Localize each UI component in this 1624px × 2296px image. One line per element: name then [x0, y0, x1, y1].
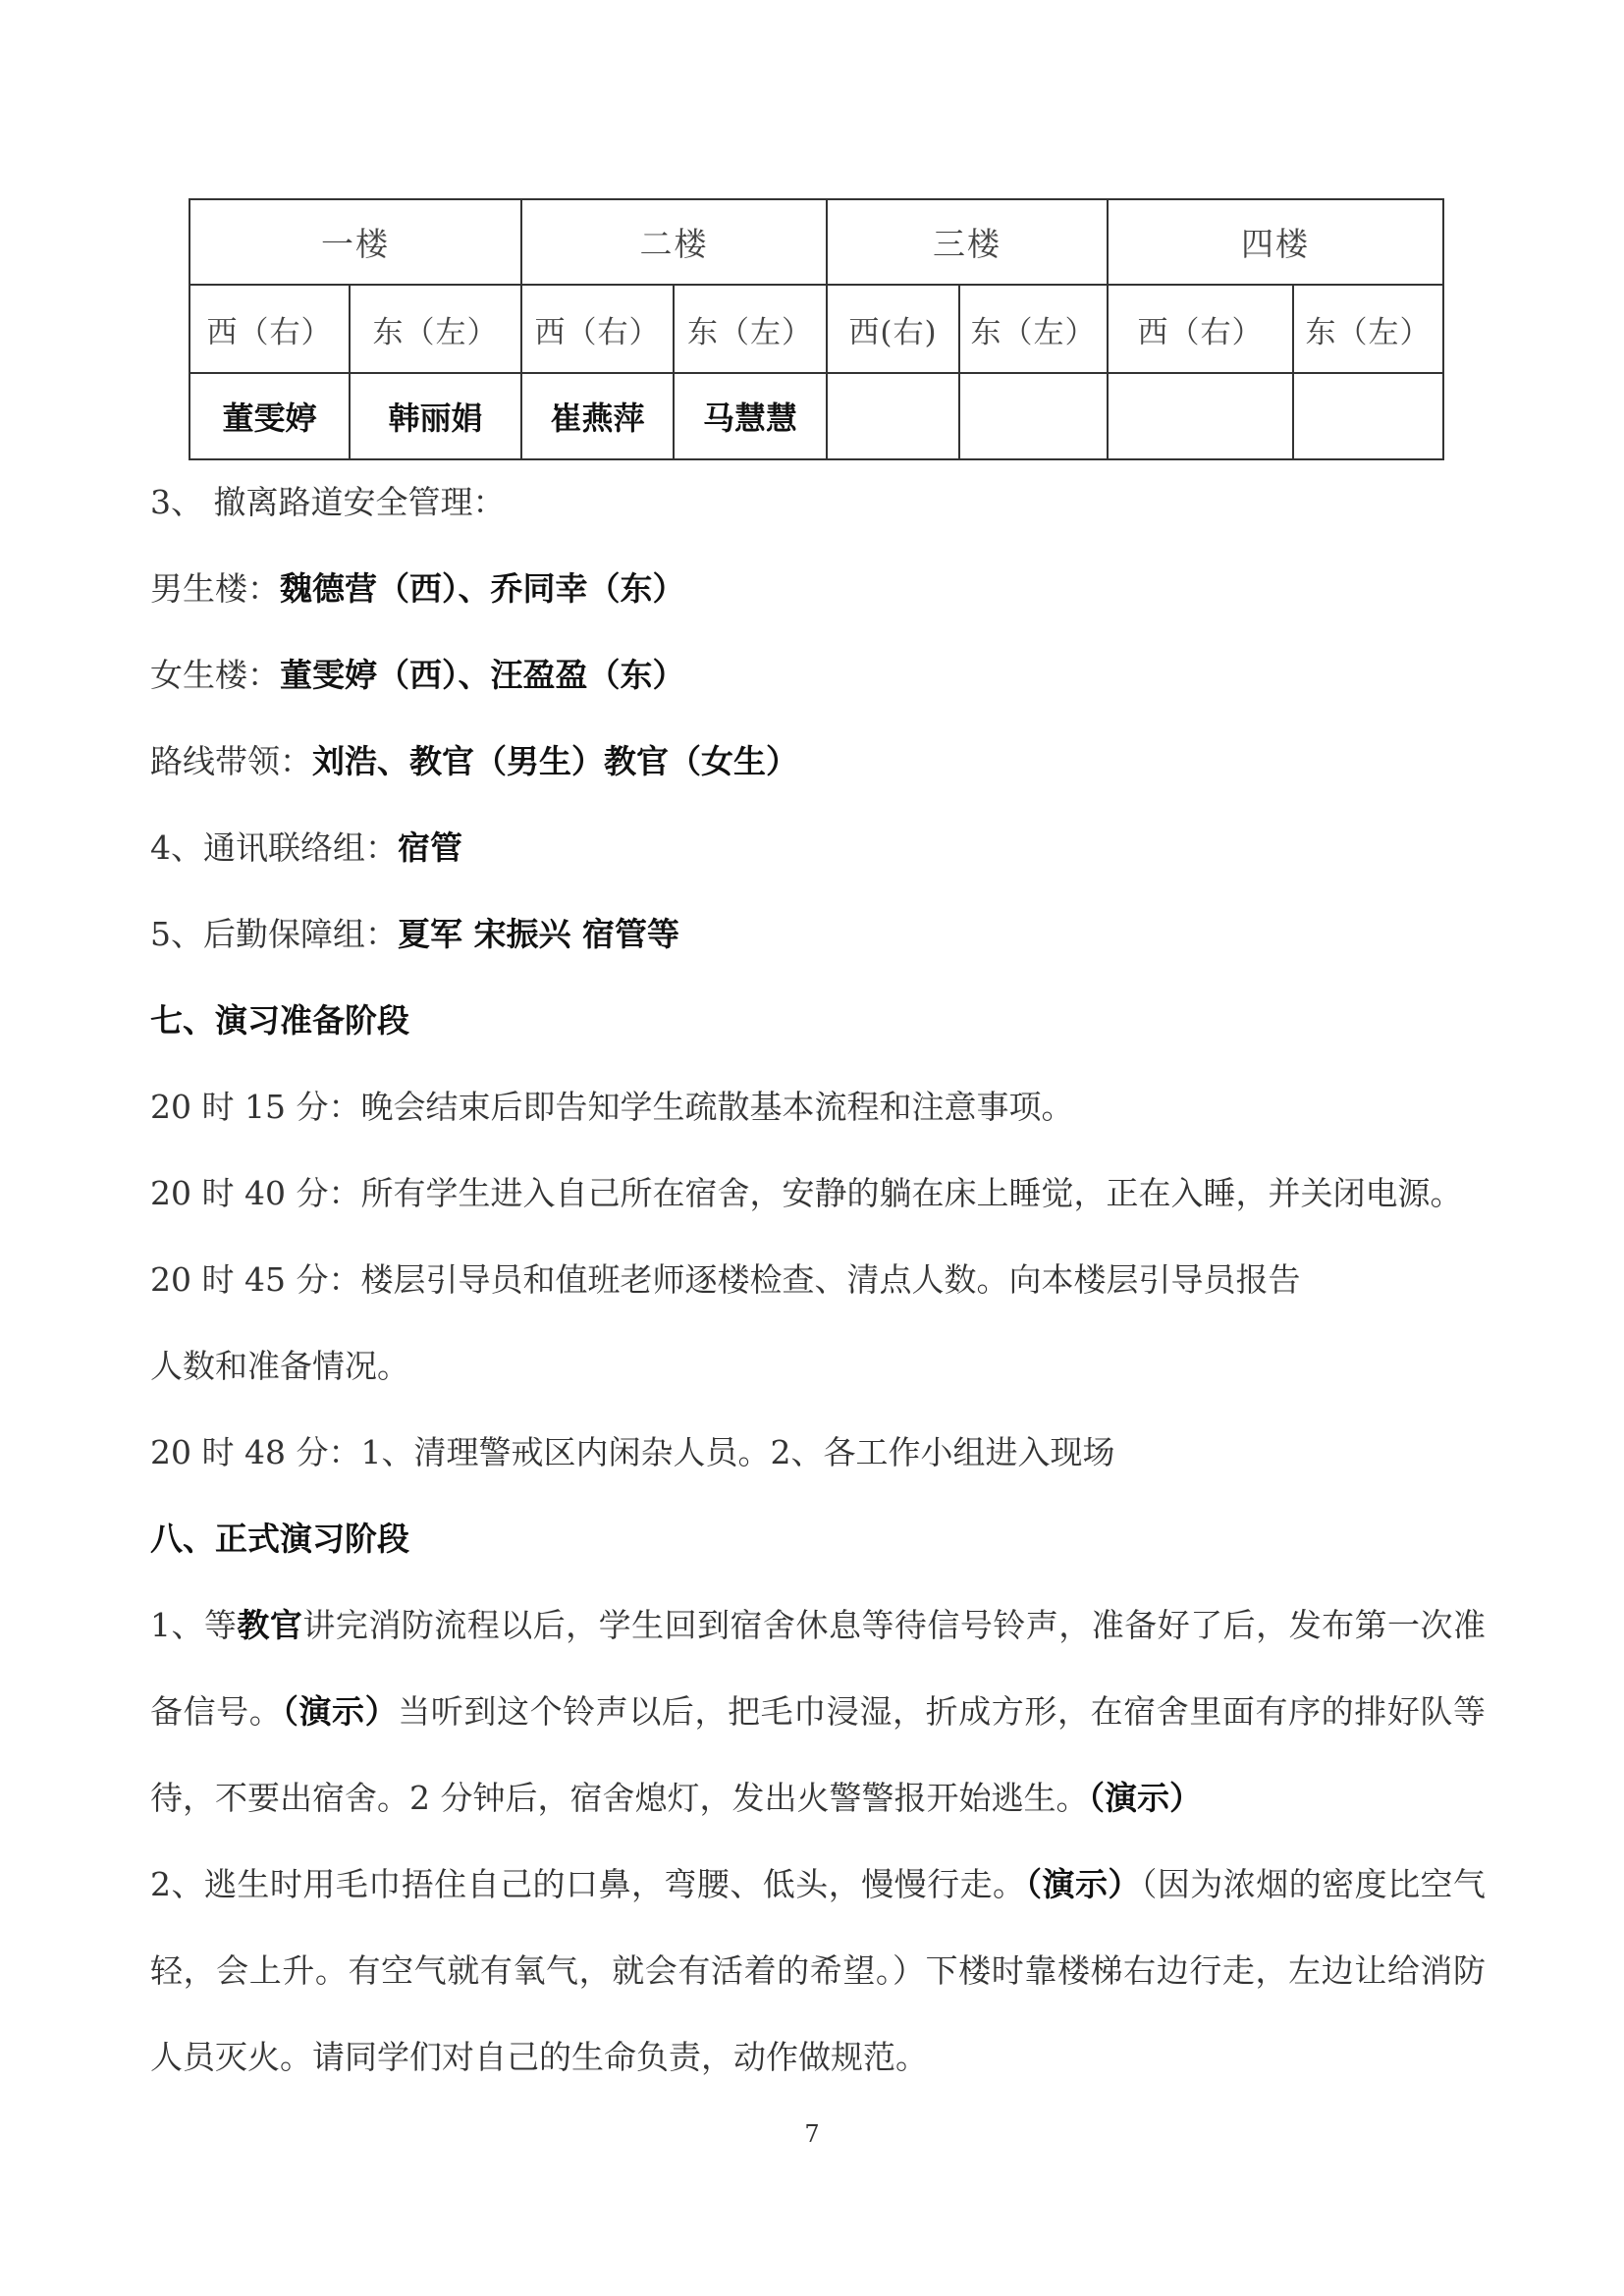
- schedule-item: 20 时 40 分：所有学生进入自己所在宿舍，安静的躺在床上睡觉，正在入睡，并关闭电源。: [150, 1174, 1463, 1212]
- section-7-heading: 七、演习准备阶段: [150, 1001, 409, 1040]
- side-header: 西（右）: [521, 285, 674, 373]
- side-header: 东（左）: [350, 285, 521, 373]
- floor-guide-table: [189, 198, 1444, 460]
- route-leader-line: [150, 740, 798, 783]
- guide-name-cell: 韩丽娟: [350, 373, 521, 459]
- comm-group-label: 4、通讯联络组：: [150, 828, 398, 867]
- section-8-heading: 八、正式演习阶段: [150, 1520, 409, 1558]
- schedule-item: 20 时 45 分：楼层引导员和值班老师逐楼检查、清点人数。向本楼层引导员报告: [150, 1260, 1301, 1299]
- comm-group-line: [150, 827, 462, 870]
- guide-name-cell: [1293, 373, 1443, 459]
- floor-header: 二楼: [521, 199, 827, 285]
- guide-name-cell: 董雯婷: [189, 373, 350, 459]
- guide-name-cell: [827, 373, 959, 459]
- guide-name-cell: 马慧慧: [674, 373, 827, 459]
- girls-building-value: 董雯婷（西）、汪盈盈（东）: [280, 656, 685, 694]
- schedule-item: 20 时 15 分：晚会结束后即告知学生疏散基本流程和注意事项。: [150, 1088, 1074, 1126]
- boys-building-value: 魏德营（西）、乔同幸（东）: [280, 569, 685, 608]
- route-leader-label: 路线带领：: [150, 742, 312, 780]
- guide-name-cell: [1108, 373, 1293, 459]
- floor-header: 一楼: [189, 199, 521, 285]
- boys-building-line: [150, 567, 685, 611]
- side-header: 东（左）: [1293, 285, 1443, 373]
- side-header: 东（左）: [674, 285, 827, 373]
- side-header: 西（右）: [189, 285, 350, 373]
- evac-route-title: 3、 撤离路道安全管理：: [150, 483, 506, 521]
- floor-header: 三楼: [827, 199, 1108, 285]
- girls-building-line: [150, 654, 685, 697]
- route-leader-value: 刘浩、教官（男生）教官（女生）: [312, 742, 798, 780]
- page-number: 7: [804, 2120, 820, 2148]
- drill-paragraph-2: 2、逃生时用毛巾捂住自己的口鼻，弯腰、低头，慢慢行走。（演示）（因为浓烟的密度比空气轻，会上升。有空气就有氧气，就会有活着的希望。）下楼时靠楼梯右边行走，左边让给消防人员灭火。请同学们对自己的生命负责，动作做规范。: [150, 1865, 1487, 2076]
- logistics-group-line: [150, 913, 679, 956]
- logistics-group-label: 5、后勤保障组：: [150, 915, 398, 953]
- drill-paragraph-1: 1、等教官讲完消防流程以后，学生回到宿舍休息等待信号铃声，准备好了后，发布第一次准备信号。（演示）当听到这个铃声以后，把毛巾浸湿，折成方形，在宿舍里面有序的排好队等待，不要出宿舍。2 分钟后，宿舍熄灯，发出火警警报开始逃生。（演示）: [150, 1606, 1487, 1817]
- side-header: 东（左）: [959, 285, 1108, 373]
- guide-name-cell: [959, 373, 1108, 459]
- side-header: 西（右）: [1108, 285, 1293, 373]
- comm-group-value: 宿管: [398, 828, 462, 867]
- side-header: 西(右): [827, 285, 959, 373]
- schedule-item: 人数和准备情况。: [150, 1347, 409, 1385]
- logistics-group-value: 夏军 宋振兴 宿管等: [398, 915, 679, 953]
- floor-header: 四楼: [1108, 199, 1443, 285]
- girls-building-label: 女生楼：: [150, 656, 280, 694]
- guide-name-cell: 崔燕萍: [521, 373, 674, 459]
- boys-building-label: 男生楼：: [150, 569, 280, 608]
- schedule-item: 20 时 48 分：1、清理警戒区内闲杂人员。2、各工作小组进入现场: [150, 1433, 1115, 1471]
